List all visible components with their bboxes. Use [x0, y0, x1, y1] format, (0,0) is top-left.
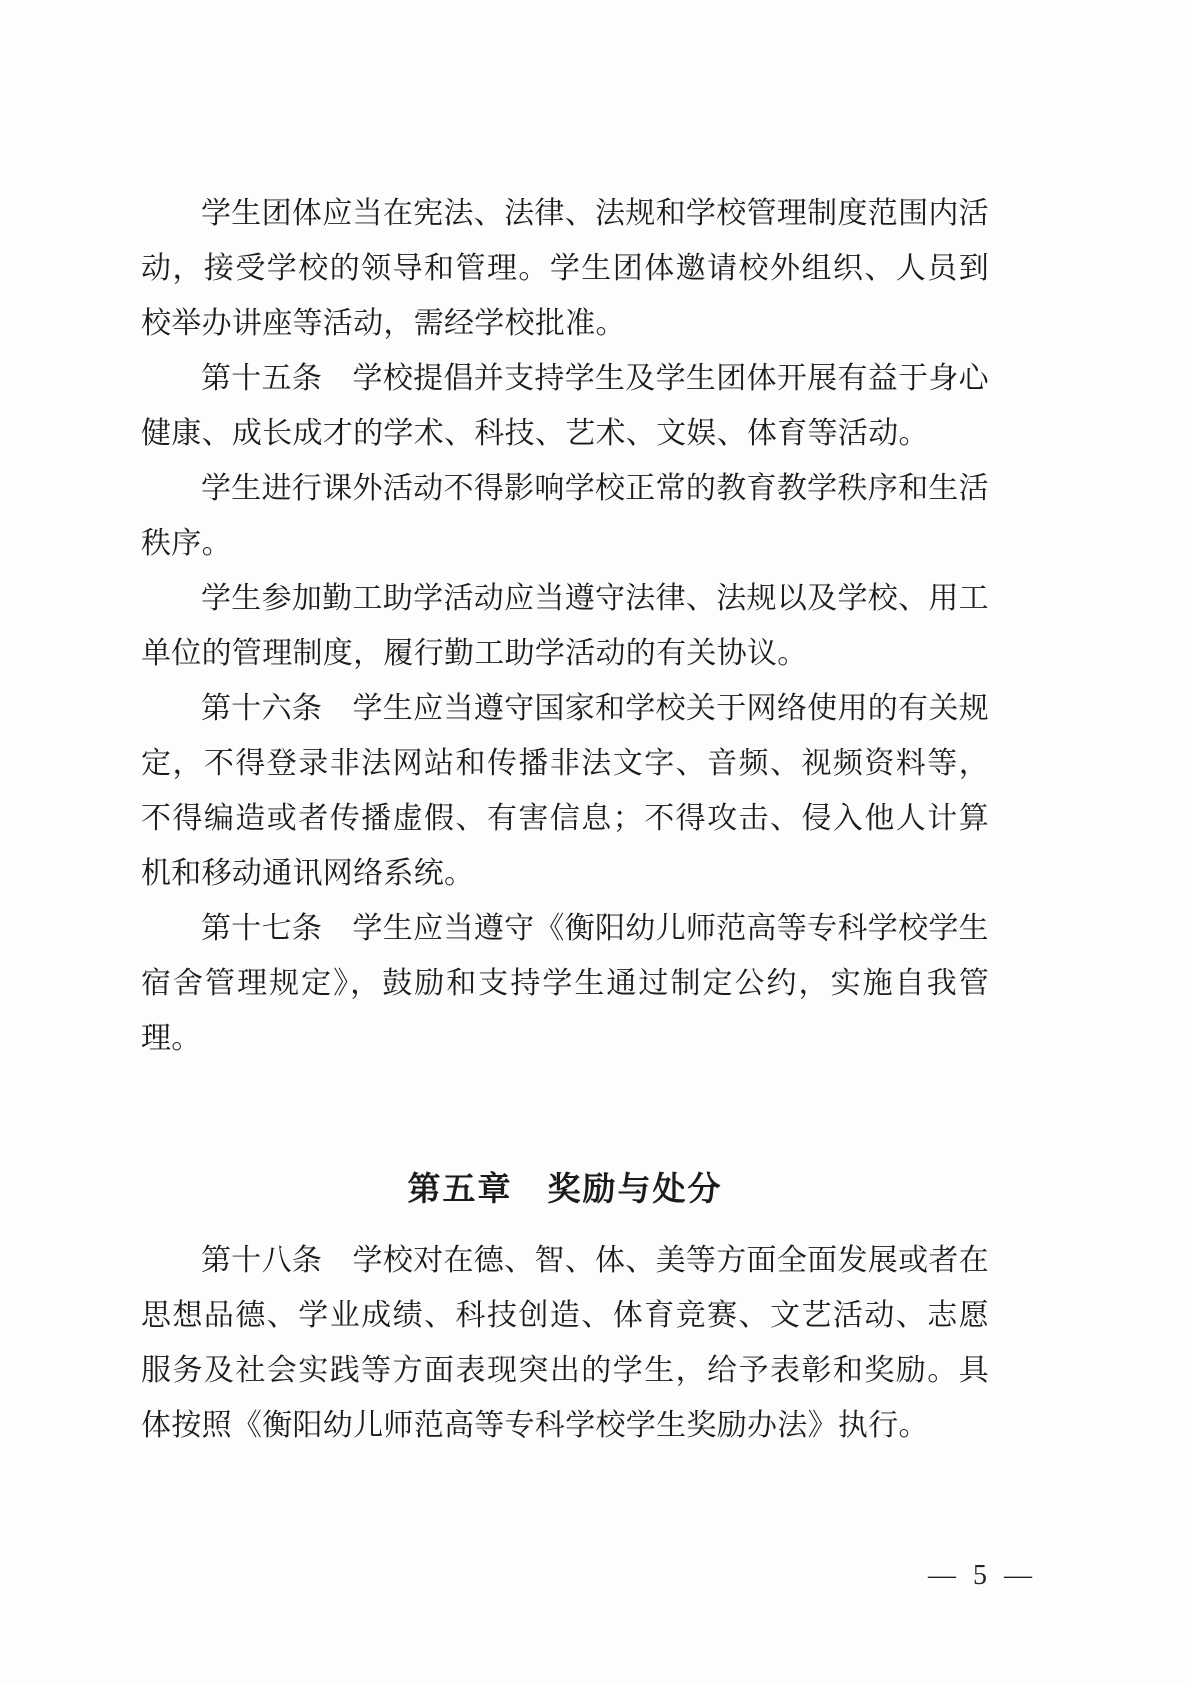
paragraph-article-18: 第十八条 学校对在德、智、体、美等方面全面发展或者在思想品德、学业成绩、科技创造、体育竞赛、文艺活动、志愿服务及社会实践等方面表现突出的学生，给予表彰和奖励。具体按照《衡阳幼儿师范高等专科学校学生奖励办法》执行。: [141, 1244, 989, 1442]
paragraph-article-16: 第十六条 学生应当遵守国家和学校关于网络使用的有关规定，不得登录非法网站和传播非法文字、音频、视频资料等，不得编造或者传播虚假、有害信息；不得攻击、侵入他人计算机和移动通讯网络系统。: [141, 692, 989, 890]
page-number: — 5 —: [928, 1560, 1037, 1591]
document-content: [141, 186, 989, 1453]
chapter-heading: 第五章 奖励与处分: [407, 1170, 723, 1207]
paragraph-student-groups: 学生团体应当在宪法、法律、法规和学校管理制度范围内活动，接受学校的领导和管理。学生团体邀请校外组织、人员到校举办讲座等活动，需经学校批准。: [141, 197, 989, 340]
paragraph-work-study: 学生参加勤工助学活动应当遵守法律、法规以及学校、用工单位的管理制度，履行勤工助学活动的有关协议。: [141, 582, 989, 670]
paragraph-article-17: 第十七条 学生应当遵守《衡阳幼儿师范高等专科学校学生宿舍管理规定》，鼓励和支持学生通过制定公约，实施自我管理。: [141, 912, 989, 1055]
paragraph-extracurricular-order: 学生进行课外活动不得影响学校正常的教育教学秩序和生活秩序。: [141, 472, 989, 560]
paragraph-article-15: 第十五条 学校提倡并支持学生及学生团体开展有益于身心健康、成长成才的学术、科技、艺术、文娱、体育等活动。: [141, 362, 989, 450]
